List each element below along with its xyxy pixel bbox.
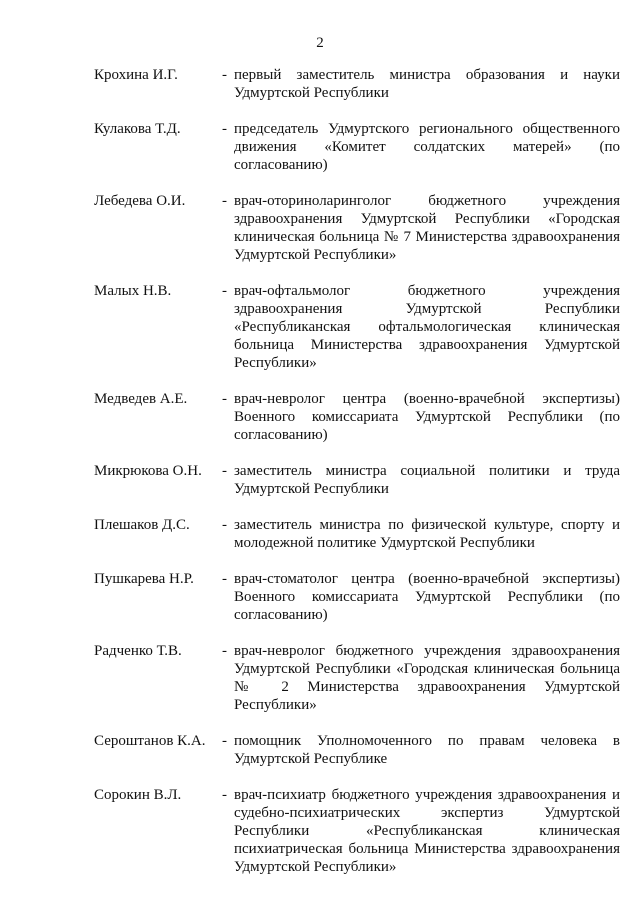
member-dash: - (222, 463, 227, 479)
member-dash: - (222, 67, 227, 83)
member-role: врач-оториноларинголог бюджетного учреждения здравоохранения Удмуртской Республики «Городская клиническая больница № 7 Министерства здравоохранения Удмуртской Республики» (234, 193, 620, 263)
member-role: первый заместитель министра образования и науки Удмуртской Республики (234, 67, 620, 101)
member-row (94, 390, 620, 444)
member-role: врач-офтальмолог бюджетного учреждения здравоохранения Удмуртской Республики «Республиканская офтальмологическая клиническая больница Министерства здравоохранения Удмуртской Республики» (234, 283, 620, 371)
member-dash: - (222, 193, 227, 209)
member-name: Пушкарева Н.Р. (94, 571, 194, 587)
member-dash: - (222, 787, 227, 803)
member-name: Лебедева О.И. (94, 193, 186, 209)
member-name: Медведев А.Е. (94, 391, 188, 407)
member-name: Радченко Т.В. (94, 643, 182, 659)
member-dash: - (222, 571, 227, 587)
member-row (94, 120, 620, 174)
member-name: Малых Н.В. (94, 283, 172, 299)
member-name: Сероштанов К.А. (94, 733, 206, 749)
member-row (94, 516, 620, 552)
member-name: Микрюкова О.Н. (94, 463, 202, 479)
page-number: 2 (316, 35, 324, 51)
member-row (94, 192, 620, 264)
member-role: врач-невролог бюджетного учреждения здравоохранения Удмуртской Республики «Городская клиническая больница № 2 Министерства здравоохранения Удмуртской Республики» (234, 643, 620, 713)
member-role: председатель Удмуртского регионального общественного движения «Комитет солдатских матерей» (по согласованию) (234, 121, 620, 173)
member-row (94, 282, 620, 372)
member-row (94, 732, 620, 768)
member-dash: - (222, 391, 227, 407)
member-role: врач-психиатр бюджетного учреждения здравоохранения и судебно-психиатрических экспертиз Удмуртской Республики «Республиканская клиническая психиатрическая больница Министерства здравоохранения Удмуртской Республики» (234, 787, 620, 875)
member-dash: - (222, 643, 227, 659)
member-role: заместитель министра социальной политики и труда Удмуртской Республики (234, 463, 620, 497)
member-role: врач-невролог центра (военно-врачебной экспертизы) Военного комиссариата Удмуртской Республики (по согласованию) (234, 391, 620, 443)
member-dash: - (222, 517, 227, 533)
member-row (94, 786, 620, 876)
member-list (94, 66, 620, 894)
member-name: Крохина И.Г. (94, 67, 178, 83)
member-role: врач-стоматолог центра (военно-врачебной экспертизы) Военного комиссариата Удмуртской Республики (по согласованию) (234, 571, 620, 623)
member-row (94, 642, 620, 714)
member-name: Сорокин В.Л. (94, 787, 182, 803)
member-name: Плешаков Д.С. (94, 517, 190, 533)
member-dash: - (222, 121, 227, 137)
member-row (94, 462, 620, 498)
member-role: помощник Уполномоченного по правам человека в Удмуртской Республике (234, 733, 620, 767)
member-dash: - (222, 733, 227, 749)
member-dash: - (222, 283, 227, 299)
member-row (94, 66, 620, 102)
member-row (94, 570, 620, 624)
member-name: Кулакова Т.Д. (94, 121, 181, 137)
member-role: заместитель министра по физической культуре, спорту и молодежной политике Удмуртской Республики (234, 517, 620, 551)
